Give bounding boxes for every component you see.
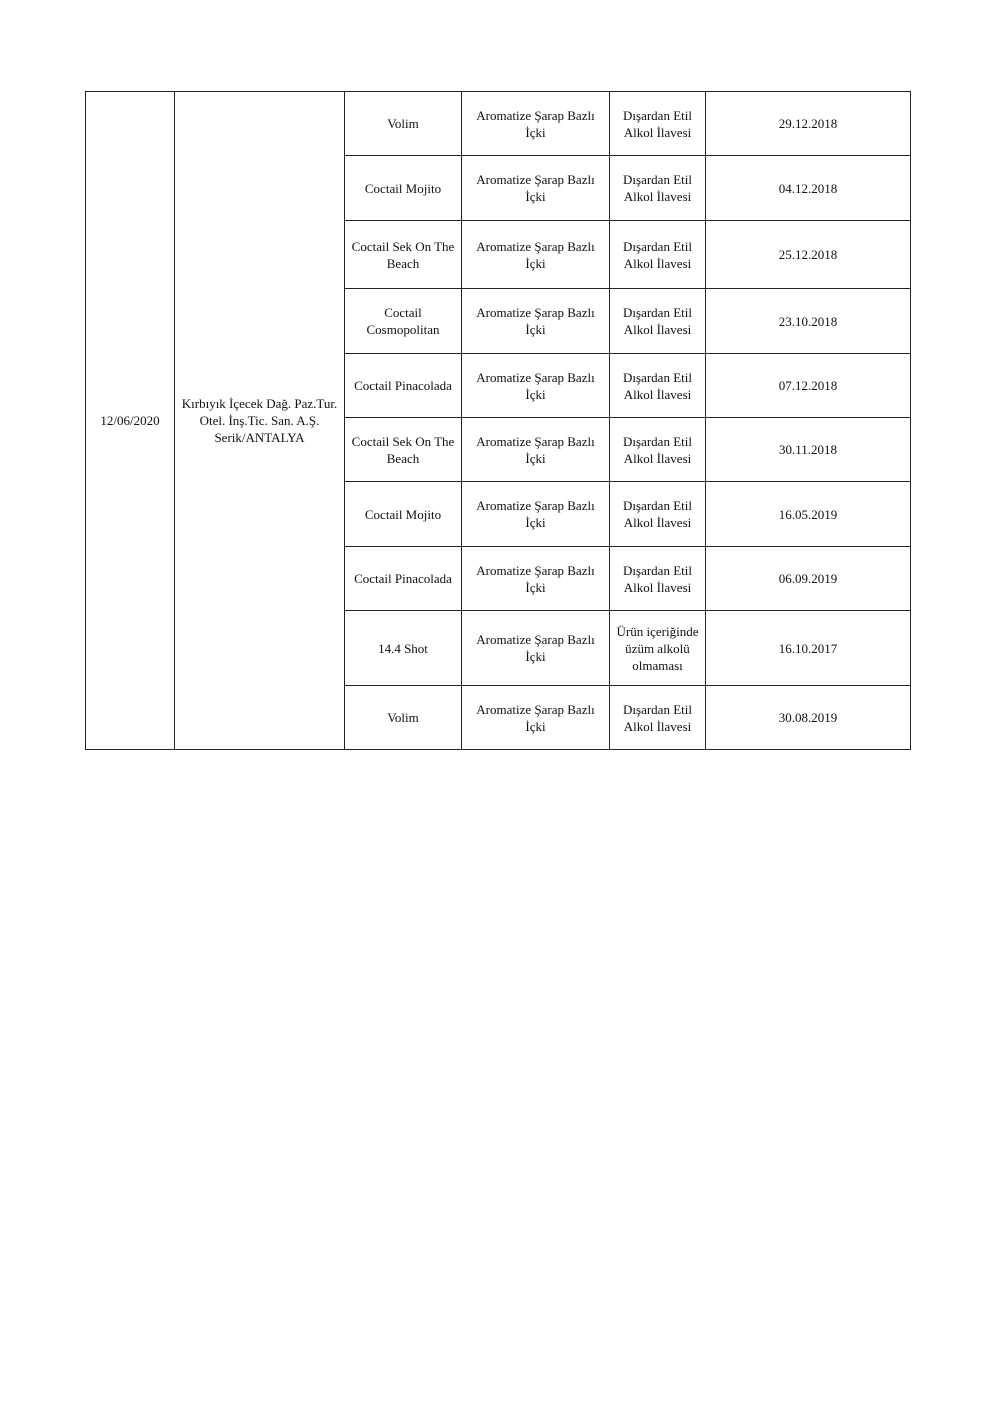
expiry-date-cell: 06.09.2019 <box>706 547 911 611</box>
reason-cell: Dışardan Etil Alkol İlavesi <box>610 289 706 354</box>
company-cell: Kırbıyık İçecek Dağ. Paz.Tur. Otel. İnş.Tic. San. A.Ş. Serik/ANTALYA <box>175 92 345 750</box>
product-name-cell: Coctail Mojito <box>345 482 462 547</box>
expiry-date-cell: 16.05.2019 <box>706 482 911 547</box>
reason-cell: Dışardan Etil Alkol İlavesi <box>610 482 706 547</box>
reason-cell: Ürün içeriğinde üzüm alkolü olmaması <box>610 611 706 686</box>
table-row <box>86 92 911 156</box>
reason-cell: Dışardan Etil Alkol İlavesi <box>610 418 706 482</box>
product-type-cell: Aromatize Şarap Bazlı İçki <box>462 92 610 156</box>
product-type-cell: Aromatize Şarap Bazlı İçki <box>462 611 610 686</box>
reason-cell: Dışardan Etil Alkol İlavesi <box>610 221 706 289</box>
expiry-date-cell: 30.11.2018 <box>706 418 911 482</box>
product-type-cell: Aromatize Şarap Bazlı İçki <box>462 354 610 418</box>
expiry-date-cell: 25.12.2018 <box>706 221 911 289</box>
product-name-cell: Coctail Mojito <box>345 156 462 221</box>
expiry-date-cell: 16.10.2017 <box>706 611 911 686</box>
reason-cell: Dışardan Etil Alkol İlavesi <box>610 686 706 750</box>
reason-cell: Dışardan Etil Alkol İlavesi <box>610 92 706 156</box>
product-name-cell: Coctail Pinacolada <box>345 547 462 611</box>
expiry-date-cell: 29.12.2018 <box>706 92 911 156</box>
reason-cell: Dışardan Etil Alkol İlavesi <box>610 547 706 611</box>
product-name-cell: Coctail Sek On The Beach <box>345 221 462 289</box>
reason-cell: Dışardan Etil Alkol İlavesi <box>610 354 706 418</box>
product-type-cell: Aromatize Şarap Bazlı İçki <box>462 418 610 482</box>
record-table <box>85 91 911 750</box>
product-type-cell: Aromatize Şarap Bazlı İçki <box>462 547 610 611</box>
product-name-cell: Volim <box>345 92 462 156</box>
product-name-cell: Coctail Cosmopolitan <box>345 289 462 354</box>
product-name-cell: Coctail Pinacolada <box>345 354 462 418</box>
expiry-date-cell: 30.08.2019 <box>706 686 911 750</box>
product-type-cell: Aromatize Şarap Bazlı İçki <box>462 221 610 289</box>
product-name-cell: Volim <box>345 686 462 750</box>
product-type-cell: Aromatize Şarap Bazlı İçki <box>462 482 610 547</box>
product-name-cell: Coctail Sek On The Beach <box>345 418 462 482</box>
expiry-date-cell: 04.12.2018 <box>706 156 911 221</box>
product-type-cell: Aromatize Şarap Bazlı İçki <box>462 289 610 354</box>
product-type-cell: Aromatize Şarap Bazlı İçki <box>462 686 610 750</box>
product-type-cell: Aromatize Şarap Bazlı İçki <box>462 156 610 221</box>
reason-cell: Dışardan Etil Alkol İlavesi <box>610 156 706 221</box>
product-name-cell: 14.4 Shot <box>345 611 462 686</box>
detection-date-cell: 12/06/2020 <box>86 92 175 750</box>
expiry-date-cell: 07.12.2018 <box>706 354 911 418</box>
expiry-date-cell: 23.10.2018 <box>706 289 911 354</box>
